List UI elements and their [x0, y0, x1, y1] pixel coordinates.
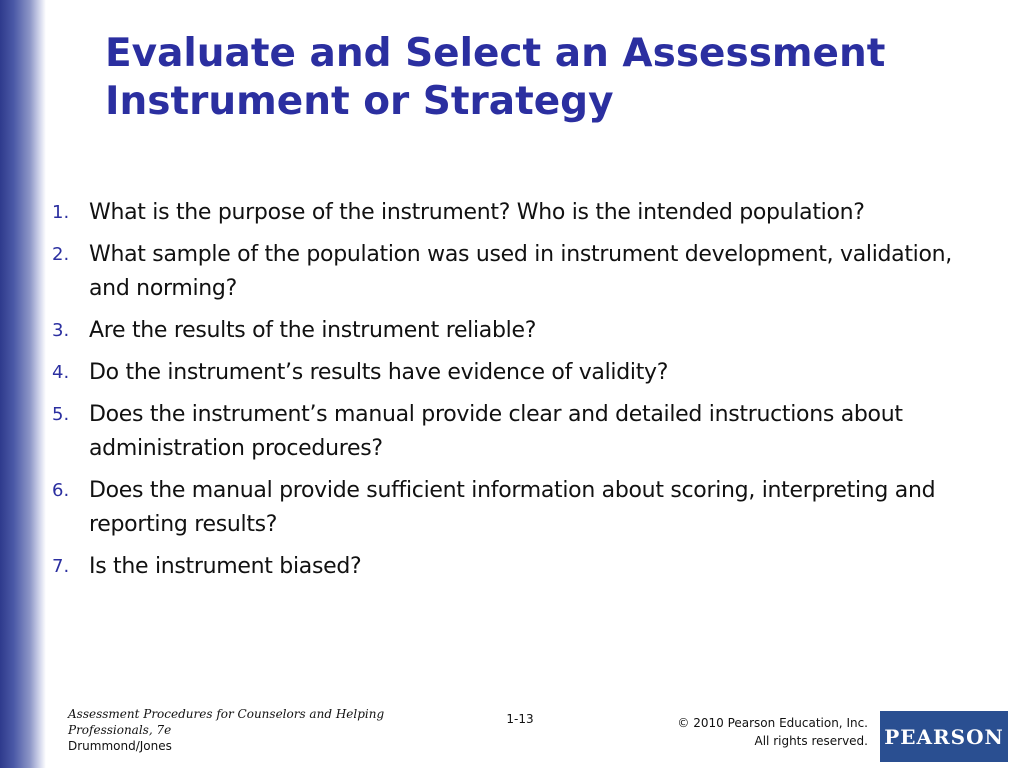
list-item — [52, 356, 972, 390]
list-item-number: 2. — [52, 244, 70, 265]
list-item — [52, 550, 972, 584]
list-item-text: What sample of the population was used in instrument development, validation, and norming? — [89, 242, 952, 301]
list-item-text: Does the instrument’s manual provide clear and detailed instructions about administration procedures? — [89, 402, 903, 461]
footer-book-title: Assessment Procedures for Counselors and Helping Professionals, 7e — [68, 707, 385, 737]
list-item — [52, 196, 972, 230]
copyright-line-1: © 2010 Pearson Education, Inc. — [677, 716, 868, 730]
slide-title: Evaluate and Select an Assessment Instrument or Strategy — [105, 31, 886, 124]
list-item-number: 1. — [52, 202, 70, 223]
list-item-number: 5. — [52, 404, 70, 425]
list-item-text: Do the instrument’s results have evidence of validity? — [89, 360, 669, 385]
list-item-text: Does the manual provide sufficient information about scoring, interpreting and reporting results? — [89, 478, 936, 537]
list-item-number: 6. — [52, 480, 70, 501]
copyright-line-2: All rights reserved. — [754, 734, 868, 748]
list-item-number: 7. — [52, 556, 70, 577]
list-item — [52, 398, 972, 466]
page-number: 1-13 — [506, 712, 534, 726]
list-item — [52, 474, 972, 542]
pearson-logo-text: PEARSON — [884, 724, 1004, 749]
footer-book-info — [68, 706, 398, 754]
question-list — [52, 196, 972, 592]
list-item-number: 4. — [52, 362, 70, 383]
left-gradient-bar — [0, 0, 46, 768]
footer-authors: Drummond/Jones — [68, 739, 172, 753]
list-item-text: What is the purpose of the instrument? Who is the intended population? — [89, 200, 865, 225]
pearson-logo — [880, 711, 1008, 762]
copyright-notice — [600, 714, 868, 750]
list-item — [52, 314, 972, 348]
list-item-number: 3. — [52, 320, 70, 341]
list-item — [52, 238, 972, 306]
list-item-text: Are the results of the instrument reliable? — [89, 318, 537, 343]
list-item-text: Is the instrument biased? — [89, 554, 362, 579]
